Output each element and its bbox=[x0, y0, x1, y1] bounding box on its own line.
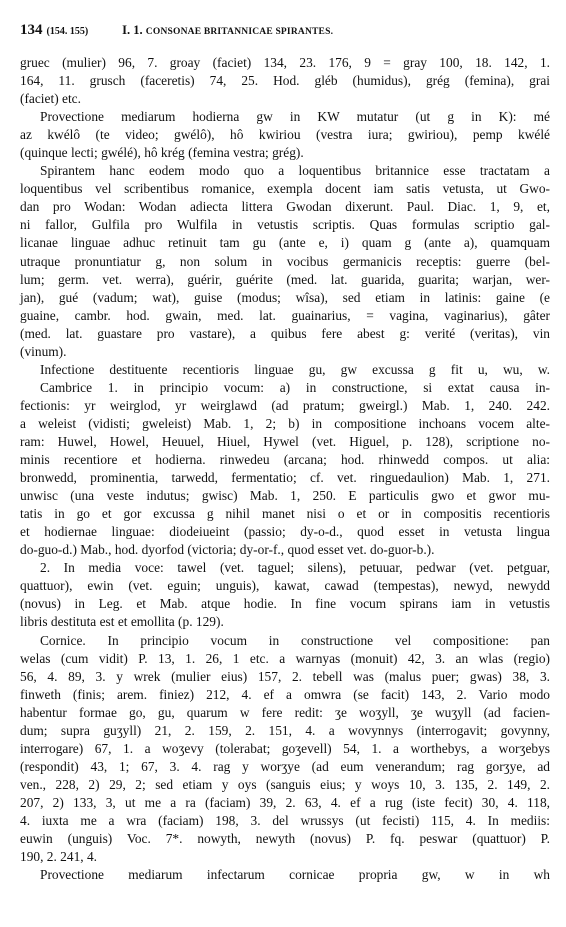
text-line: guaine, cambr. hod. gwain, med. lat. guainarius, = vagina, vaginarius), gâter bbox=[20, 307, 550, 323]
text-line: euwin (unguis) Voc. 7*. nowyth, newyth (novus) P. fq. peswar (quattuor) P. bbox=[20, 831, 550, 847]
text-line: quattuor), ewin (vet. eguin; unguis), kawat, cawad (tempestas), newyd, newydd bbox=[20, 578, 550, 594]
text-line: 4. iuxta me a wra (faciam) 198, 3. del wrussys (ut fecisti) 115, 4. In mediis: bbox=[20, 812, 550, 828]
text-line: libris destituta est et emollita (p. 129). bbox=[20, 614, 224, 630]
text-line: 164, 11. grusch (faceretis) 74, 25. Hod. gléb (humidus), grég (femina), grai bbox=[20, 73, 550, 89]
text-line: utraque pronuntiatur g, non solum in vocibus germanicis receptis: guerre (bel- bbox=[20, 253, 550, 269]
text-line: bronwedd, prominentia, tarwedd, fermentatio; cf. vet. ringuedaulion) Mab. 1, 271. bbox=[20, 470, 550, 486]
text-line: loquentibus vel scribentibus romanice, exempla docent iam satis vetusta, ut Gwo- bbox=[20, 181, 550, 197]
text-line: finweth (finis; arem. finiez) 212, 4. ef a omwra (se facit) 143, 2. Vario modo bbox=[20, 686, 550, 702]
running-title-prefix: I. 1. bbox=[122, 23, 146, 37]
text-line: unwisc (una veste indutus; gwisc) Mab. 1, 250. E particulis gwo et gwor mu- bbox=[20, 488, 550, 504]
text-line: jan), gué (vadum; wat), guise (modus; wîsa), sed etiam in latinis: gaine (e bbox=[20, 289, 550, 305]
text-line: welas (cum vidit) P. 13, 1. 26, 1 etc. a warnyas (monuit) 42, 3. an wlas (regio) bbox=[20, 650, 550, 666]
text-line: tatis in go et gor excussa g nihil manet nisi o et or in compositis recentioris bbox=[20, 506, 550, 522]
text-line: (respondit) 43, 1; 67, 3. 4. rag y worʒye (ad eum venerandum; rag gorʒye, ad bbox=[20, 758, 550, 774]
text-line: 207, 2) 133, 3, ut me a ra (faciam) 39, 2. 63, 4. ef a rug (iste fecit) 30, 4. 118, bbox=[20, 794, 550, 810]
text-line: ven., 228, 2) 29, 2; sed etiam y oys (sanguis eius; y woys 10, 3. 135, 2. 149, 2. bbox=[20, 776, 550, 792]
text-line: az kwélô (te video; gwélô), hô kwiriou (vestra iura; gwiriou), pemp kwélé bbox=[20, 127, 550, 143]
page-number: 134 bbox=[20, 22, 43, 38]
body-text bbox=[20, 54, 550, 884]
text-line: (vinum). bbox=[20, 343, 67, 359]
text-line: habentur formae go, gu, quarum w fere redit: ʒe woʒyll, ʒe wuʒyll (ad facien- bbox=[20, 704, 550, 720]
text-line: dan pro Wodan: Wodan adiecta littera Gwodan dixerunt. Paul. Diac. 1, 9, et, bbox=[20, 199, 550, 215]
text-line: Infectione destituente recentioris linguae gu, gw excussa g fit u, wu, w. bbox=[40, 361, 550, 377]
text-line: dum; supra guʒyll) 21, 2. 159, 2. 151, 4. a wovynnys (interrogavit; govynny, bbox=[20, 722, 550, 738]
text-line: Provectione mediarum hodierna gw in KW mutatur (ut g in K): mé bbox=[40, 109, 550, 125]
text-line: 190, 2. 241, 4. bbox=[20, 849, 97, 865]
text-line: Provectione mediarum infectarum cornicae propria gw, w in wh bbox=[40, 867, 550, 883]
text-line: ram: Huwel, Howel, Heuuel, Hiuel, Hywel (vet. Higuel, p. 128), scriptione no- bbox=[20, 433, 550, 449]
text-line: lum; germ. vet. werra), guérir, guérite (med. lat. guarida, guarita; warjan, wer- bbox=[20, 271, 550, 287]
text-line: 56, 4. 89, 3. y wrek (mulier eius) 157, 2. tebell was (malus puer; gwas) 38, 3. bbox=[20, 668, 550, 684]
text-line: do-guo-d.) Mab., hod. dyorfod (victoria; dy-or-f., quod esset vet. do-guor-b.). bbox=[20, 542, 435, 558]
running-title bbox=[122, 23, 333, 38]
text-line: (faciet) etc. bbox=[20, 91, 81, 107]
text-line: Cambrice 1. in principio vocum: a) in constructione, si extat causa in- bbox=[40, 379, 550, 395]
text-line: interrogare) 67, 1. a woʒevy (tolerabat; goʒevell) 54, 1. a worthebys, a worʒebys bbox=[20, 740, 550, 756]
text-line: Spirantem hanc eodem modo quo a loquentibus britannice esse tractatam a bbox=[40, 163, 550, 179]
text-line: (quinque lecti; gwélé), hô krég (femina vestra; grég). bbox=[20, 145, 304, 161]
text-line: a weleist (vidisti; gweleist) Mab. 1, 2; b) in compositione inchoans vocem alte- bbox=[20, 415, 550, 431]
text-line: (med. lat. guastare pro vastare), a quibus fere abest g: verité (veritas), vin bbox=[20, 325, 550, 341]
page-reference: (154. 155) bbox=[46, 26, 89, 37]
text-line: et hodiernae linguae: diodeiueint (passio; dy-o-d., quod esset in vetusta lingua bbox=[20, 524, 550, 540]
text-line: licanae linguae adhuc retinuit tam gu (ante e, i) quam g (ante a), quamquam bbox=[20, 235, 550, 251]
text-line: Cornice. In principio vocum in constructione vel compositione: pan bbox=[40, 632, 550, 648]
running-header bbox=[20, 22, 550, 39]
text-line: fectionis: yr weirglod, yr weirglawd (ad pratum; gweirgl.) Mab. 1, 240. 242. bbox=[20, 397, 550, 413]
running-title-main: CONSONAE BRITANNICAE SPIRANTES. bbox=[145, 27, 334, 37]
text-line: gruec (mulier) 96, 7. groay (faciet) 134, 23. 176, 9 = gray 100, 18. 142, 1. bbox=[20, 55, 550, 70]
text-line: minis recentiore et hodierna. rinwedeu (arcana; hod. rhinwedd compos. ut alia: bbox=[20, 452, 550, 468]
text-line: (novus) in Leg. et Mab. atque hodie. In fine vocum spirans iam in vetustis bbox=[20, 596, 550, 612]
text-line: ni fallor, Gulfila pro Wulfila in vetustis scriptis. Quas formulas scriptio gal- bbox=[20, 217, 550, 233]
text-line: 2. In media voce: tawel (vet. taguel; silens), petuuar, pedwar (vet. petguar, bbox=[40, 560, 550, 576]
